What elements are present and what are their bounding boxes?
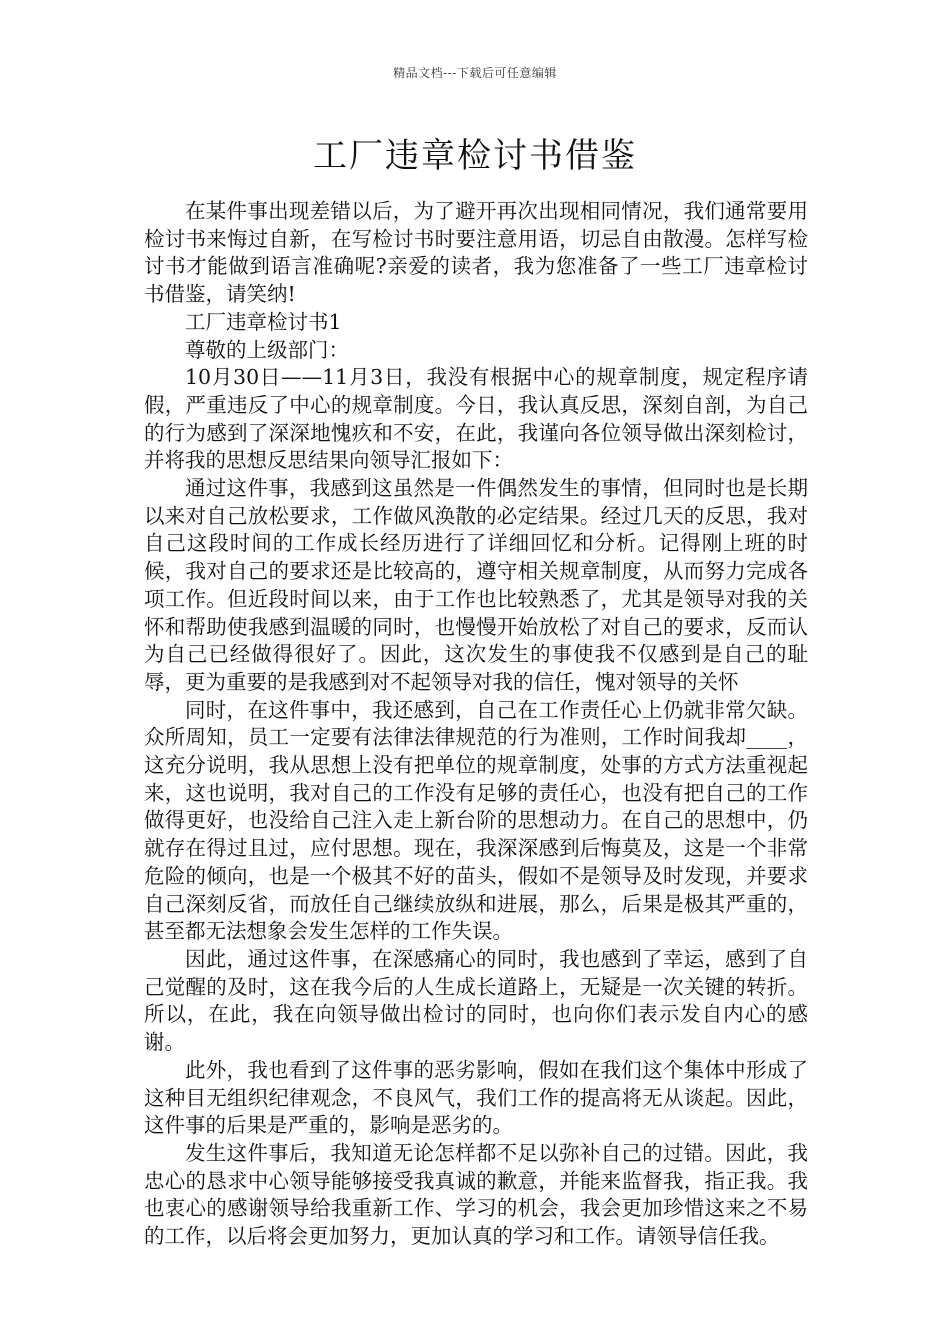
document-body (144, 198, 808, 1251)
salutation: 尊敬的上级部门： (185, 337, 349, 362)
body-paragraph: 通过这件事，我感到这虽然是一件偶然发生的事情，但同时也是长期以来对自己放松要求，工作做风涣散的必定结果。经过几天的反思，我对自己这段时间的工作成长经历进行了详细回忆和分析。记得刚上班的时候，我对自己的要求还是比较高的，遵守相关规章制度，从而努力完成各项工作。但近段时间以来，由于工作也比较熟悉了，尤其是领导对我的关怀和帮助使我感到温暖的同时，也慢慢开始放松了对自己的要求，反而认为自己已经做得很好了。因此，这次发生的事使我不仅感到是自己的耻辱，更为重要的是我感到对不起领导对我的信任，愧对领导的关怀 (144, 476, 808, 694)
body-paragraph: 同时，在这件事中，我还感到，自己在工作责任心上仍就非常欠缺。众所周知，员工一定要有法律法律规范的行为准则，工作时间我却____，这充分说明，我从思想上没有把单位的规章制度，处事的方式方法重视起来，这也说明，我对自己的工作没有足够的责任心，也没有把自己的工作做得更好，也没给自己注入走上新台阶的思想动力。在自己的思想中，仍就存在得过且过，应付思想。现在，我深深感到后悔莫及，这是一个非常危险的倾向，也是一个极其不好的苗头，假如不是领导及时发现，并要求自己深刻反省，而放任自己继续放纵和进展，那么，后果是极其严重的，甚至都无法想象会发生怎样的工作失误。 (144, 697, 808, 944)
body-paragraph: 发生这件事后，我知道无论怎样都不足以弥补自己的过错。因此，我忠心的恳求中心领导能够接受我真诚的歉意，并能来监督我，指正我。我也衷心的感谢领导给我重新工作、学习的机会，我会更加珍惜这来之不易的工作，以后将会更加努力，更加认真的学习和工作。请领导信任我。 (144, 1140, 808, 1249)
section-heading: 工厂违章检讨书1 (185, 309, 342, 334)
body-paragraph: 10月30日——11月3日，我没有根据中心的规章制度，规定程序请假，严重违反了中心的规章制度。今日，我认真反思，深刻自剖，为自己的行为感到了深深地愧疚和不安，在此，我谨向各位领导做出深刻检讨，并将我的思想反思结果向领导汇报如下： (144, 365, 808, 473)
intro-paragraph: 在某件事出现差错以后，为了避开再次出现相同情况，我们通常要用检讨书来悔过自新，在写检讨书时要注意用语，切忌自由散漫。怎样写检讨书才能做到语言准确呢?亲爱的读者，我为您准备了一些工厂违章检讨书借鉴，请笑纳! (144, 199, 808, 307)
header-note: 精品文档---下载后可任意编辑 (393, 66, 557, 80)
body-paragraph: 此外，我也看到了这件事的恶劣影响，假如在我们这个集体中形成了这种目无组织纪律观念，不良风气，我们工作的提高将无从谈起。因此，这件事的后果是严重的，影响是恶劣的。 (144, 1057, 808, 1138)
document-title: 工厂违章检讨书借鉴 (313, 136, 637, 176)
body-paragraph: 因此，通过这件事，在深感痛心的同时，我也感到了幸运，感到了自己觉醒的及时，这在我今后的人生成长道路上，无疑是一次关键的转折。所以，在此，我在向领导做出检讨的同时，也向你们表示发自内心的感谢。 (144, 946, 808, 1055)
